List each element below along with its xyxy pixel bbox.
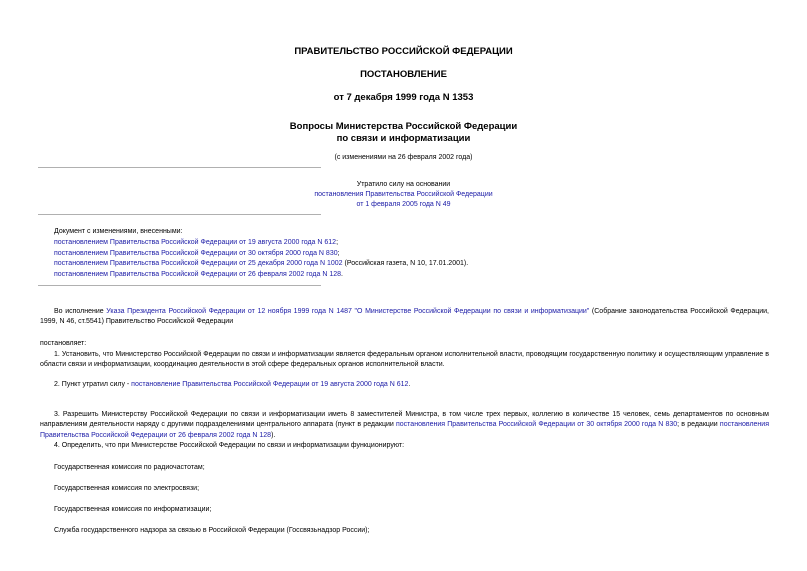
paragraph-2: 2. Пункт утратил силу - постановление Правительства Российской Федерации от 19 августа 2000 года N 612.: [54, 381, 411, 388]
amendment-link-4[interactable]: постановлением Правительства Российской Федерации от 26 февраля 2002 года N 128: [54, 271, 341, 278]
list-item: Государственная комиссия по электросвязи;: [54, 485, 200, 492]
amendment-item: постановлением Правительства Российской Федерации от 25 декабря 2000 года N 1002 (Российская газета, N 10, 17.01.2001).: [54, 260, 469, 267]
divider-2: [38, 214, 321, 215]
divider-3: [38, 285, 321, 286]
p2-repeal-link[interactable]: постановление Правительства Российской Федерации от 19 августа 2000 года N 612: [131, 381, 409, 388]
changes-note: (с изменениями на 26 февраля 2002 года): [334, 154, 473, 161]
preamble-paragraph: Во исполнение Указа Президента Российской Федерации от 12 ноября 1999 года N 1487 "О Министерстве Российской Федерации по связи и информатизации" (Собрание законодательства Российской Федерации, 1999, N 46, ст.5541) Правительство Российской Федерации: [40, 308, 769, 326]
presidential-decree-link[interactable]: Указа Президента Российской Федерации от 12 ноября 1999 года N 1487 "О Министерстве Российской Федерации по связи и информатизации": [106, 308, 590, 315]
decides-text: постановляет:: [40, 340, 87, 347]
list-item: Государственная комиссия по радиочастотам;: [54, 464, 205, 471]
document-date-number: от 7 декабря 1999 года N 1353: [333, 92, 474, 103]
document-title-line-1: Вопросы Министерства Российской Федерации: [289, 121, 518, 132]
government-heading: ПРАВИТЕЛЬСТВО РОССИЙСКОЙ ФЕДЕРАЦИИ: [294, 46, 513, 57]
document-title-line-2: по связи и информатизации: [336, 133, 471, 144]
amendment-link-2[interactable]: постановлением Правительства Российской Федерации от 30 октября 2000 года N 830: [54, 250, 338, 257]
divider-1: [38, 167, 321, 168]
paragraph-1: 1. Установить, что Министерство Российской Федерации по связи и информатизации является федеральным органом исполнительной власти, проводящим государственную политику и осуществляющим управление в области связи и информатизации, координацию деятельности в этой сфере федеральных органов исполнительной власти.: [40, 351, 769, 369]
repeal-link-line-2[interactable]: от 1 февраля 2005 года N 49: [356, 201, 451, 208]
amendment-item: постановлением Правительства Российской Федерации от 19 августа 2000 года N 612;: [54, 239, 339, 246]
document-type: ПОСТАНОВЛЕНИЕ: [360, 69, 447, 80]
p3-amendment-link-2[interactable]: постановления Правительства Российской Федерации от 26 февраля 2002 года N 128: [40, 421, 769, 439]
amendments-intro: Документ с изменениями, внесенными:: [54, 228, 183, 235]
list-item: Государственная комиссия по информатизации;: [54, 506, 212, 513]
paragraph-3: 3. Разрешить Министерству Российской Федерации по связи и информатизации иметь 8 заместителей Министра, в том числе трех первых, коллегию в количестве 15 человек, семь департаментов по основным направлениям деятельности наряду с другими подразделениями центрального аппарата (пункт в редакции постановления Правительства Российской Федерации от 30 октября 2000 года N 830; в редакции постановления Правительства Российской Федерации от 26 февраля 2002 года N 128).: [40, 411, 769, 439]
repeal-text: Утратило силу на основании: [356, 181, 451, 188]
amendment-link-1[interactable]: постановлением Правительства Российской Федерации от 19 августа 2000 года N 612: [54, 239, 337, 246]
repeal-link-line-1[interactable]: постановления Правительства Российской Федерации: [314, 191, 493, 198]
amendment-item: постановлением Правительства Российской Федерации от 26 февраля 2002 года N 128.: [54, 271, 343, 278]
list-item: Служба государственного надзора за связью в Российской Федерации (Госсвязьнадзор России);: [54, 527, 370, 534]
paragraph-4: 4. Определить, что при Министерстве Российской Федерации по связи и информатизации функционируют:: [54, 442, 405, 449]
amendment-link-3[interactable]: постановлением Правительства Российской Федерации от 25 декабря 2000 года N 1002: [54, 260, 343, 267]
p3-amendment-link-1[interactable]: постановления Правительства Российской Федерации от 30 октября 2000 года N 830: [396, 421, 678, 429]
amendment-item: постановлением Правительства Российской Федерации от 30 октября 2000 года N 830;: [54, 250, 340, 257]
